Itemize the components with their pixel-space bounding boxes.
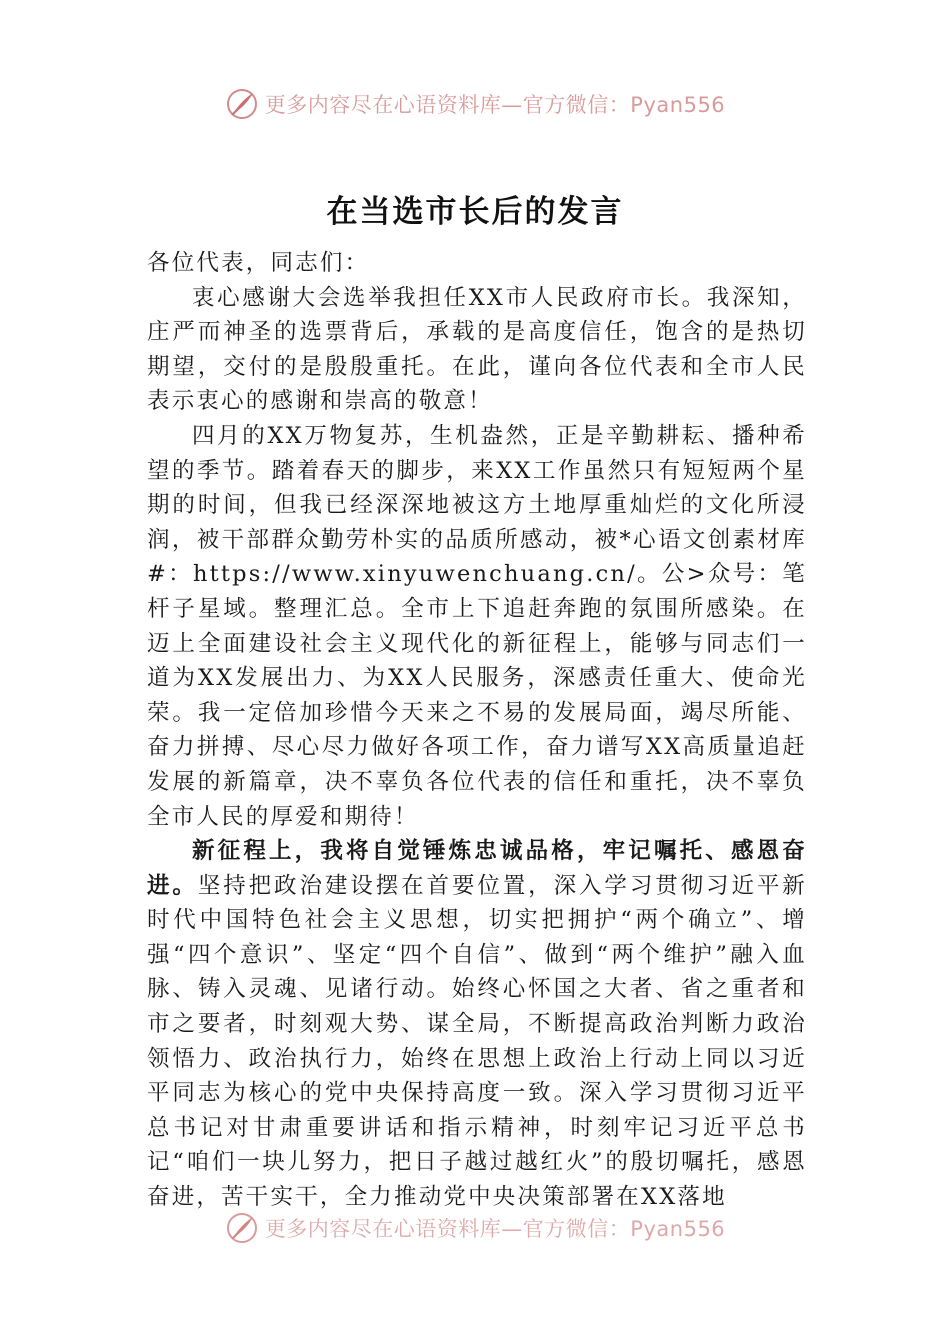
watermark-text-footer: 更多内容尽在心语资料库—官方微信：Pyan556 (264, 1217, 726, 1241)
watermark-text: 更多内容尽在心语资料库—官方微信：Pyan556 (264, 93, 726, 117)
feather-pen-seal-icon (225, 87, 259, 121)
greeting: 各位代表，同志们： (147, 250, 370, 276)
header-watermark (0, 84, 950, 124)
footer-watermark (0, 1208, 950, 1248)
document-body (147, 246, 807, 1215)
paragraph-3 (147, 834, 807, 1215)
feather-pen-seal-icon (225, 1211, 259, 1245)
document-title: 在当选市长后的发言 (326, 194, 624, 230)
section-body: 坚持把政治建设摆在首要位置，深入学习贯彻习近平新时代中国特色社会主义思想，切实把拥护“两个确立”、增强“四个意识”、坚定“四个自信”、做到“两个维护”融入血脉、铸入灵魂、见诸行动。始终心怀国之大者、省之重者和市之要者，时刻观大势、谋全局，不断提高政治判断力政治领悟力、政治执行力，始终在思想上政治上行动上同以习近平同志为核心的党中央保持高度一致。深入学习贯彻习近平总书记对甘肃重要讲话和指示精神，时刻牢记习近平总书记“咱们一块儿努力，把日子越过越红火”的殷切嘱托，感恩奋进，苦干实干，全力推动党中央决策部署在XX落地 (147, 872, 807, 1211)
section-bold-lead: 新征程上，我将自觉锤炼忠诚品格，牢记嘱托、感恩奋进。 (147, 838, 807, 899)
paragraph-1: 衷心感谢大会选举我担任XX市人民政府市长。我深知，庄严而神圣的选票背后，承载的是高度信任，饱含的是热切期望，交付的是殷殷重托。在此，谨向各位代表和全市人民表示衷心的感谢和崇高的敬意！ (147, 284, 807, 415)
paragraph-2: 四月的XX万物复苏，生机盎然，正是辛勤耕耘、播种希望的季节。踏着春天的脚步，来XX工作虽然只有短短两个星期的时间，但我已经深深地被这方土地厚重灿烂的文化所浸润，被干部群众勤劳朴实的品质所感动，被*心语文创素材库#：https://www.xinyuwenchuang.cn/。公>众号：笔杆子星域。整理汇总。全市上下追赶奔跑的氛围所感染。在迈上全面建设社会主义现代化的新征程上，能够与同志们一道为XX发展出力、为XX人民服务，深感责任重大、使命光荣。我一定倍加珍惜今天来之不易的发展局面，竭尽所能、奋力拼搏、尽心尽力做好各项工作，奋力谱写XX高质量追赶发展的新篇章，决不辜负各位代表的信任和重托，决不辜负全市人民的厚爱和期待！ (147, 422, 807, 830)
